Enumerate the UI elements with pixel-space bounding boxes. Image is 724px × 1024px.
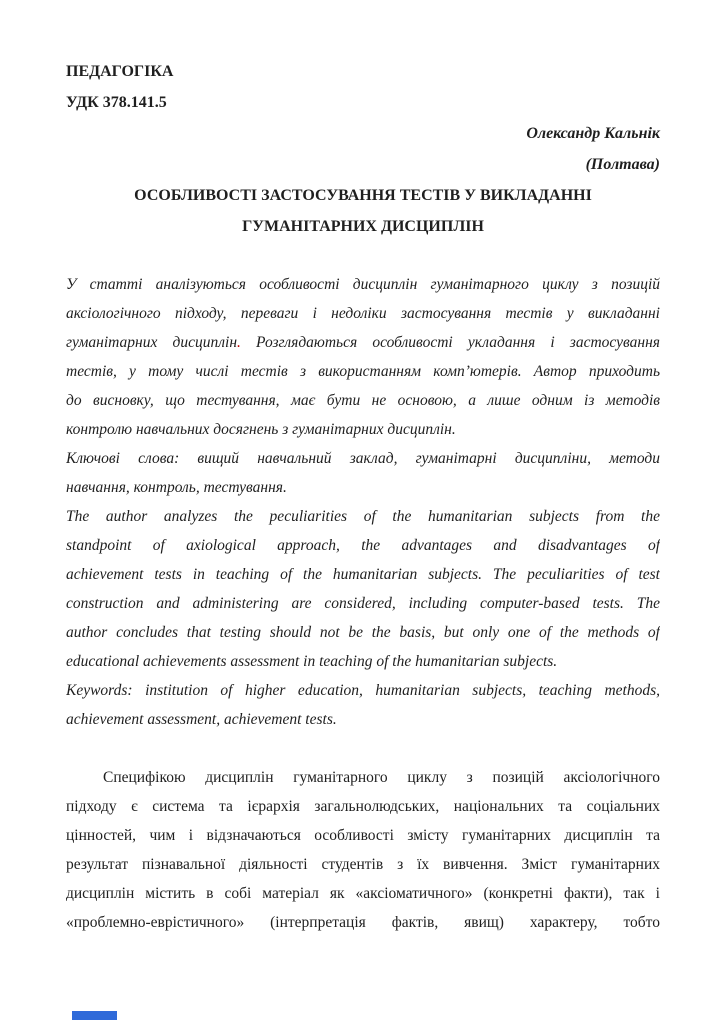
keywords-ukrainian [66, 444, 660, 502]
udk-code: УДК 378.141.5 [66, 94, 167, 111]
text-line: до висновку, що тестування, має бути не основою, а лише одним із методів [66, 392, 660, 409]
text-line: результат пізнавальної діяльності студентів з їх вивчення. Зміст гуманітарних [66, 856, 660, 873]
body-paragraph [66, 763, 660, 937]
section-label: ПЕДАГОГІКА [66, 63, 174, 80]
text-line: construction and administering are considered, including computer-based tests. The [66, 595, 660, 612]
text-line: Keywords: institution of higher education, humanitarian subjects, teaching methods, [66, 682, 660, 699]
keywords-english [66, 676, 660, 734]
text-line: Ключові слова: вищий навчальний заклад, гуманітарні дисципліни, методи [66, 450, 660, 467]
abstract-english [66, 502, 660, 676]
text-line: цінностей, чим і відзначаються особливості змісту гуманітарних дисциплін та [66, 827, 660, 844]
text-line: Специфікою дисциплін гуманітарного циклу з позицій аксіологічного [103, 769, 660, 786]
text-line: контролю навчальних досягнень з гуманітарних дисциплін. [66, 421, 456, 438]
text-line: «проблемно-еврістичного» (інтерпретація фактів, явищ) характеру, тобто [66, 914, 660, 931]
text-fragment: Розглядаються особливості укладання і застосування [240, 334, 660, 351]
text-line: У статті аналізуються особливості дисциплін гуманітарного циклу з позицій [66, 276, 660, 293]
text-line: навчання, контроль, тестування. [66, 479, 287, 496]
author-name: Олександр Кальнік [526, 125, 660, 142]
text-fragment: . [237, 334, 241, 351]
text-line: дисциплін містить в собі матеріал як «аксіоматичного» (конкретні факти), так і [66, 885, 660, 902]
text-line [66, 328, 660, 357]
author-location: (Полтава) [585, 156, 660, 173]
text-line: educational achievements assessment in teaching of the humanitarian subjects. [66, 653, 558, 670]
text-line: The author analyzes the peculiarities of the humanitarian subjects from the [66, 508, 660, 525]
article-title-line-1: ОСОБЛИВОСТІ ЗАСТОСУВАННЯ ТЕСТІВ У ВИКЛАДАННІ [134, 187, 592, 204]
text-line: аксіологічного підходу, переваги і недоліки застосування тестів у викладанні [66, 305, 660, 322]
text-line: тестів, у тому числі тестів з використанням комп’ютерів. Автор приходить [66, 363, 660, 380]
text-line: підходу є система та ієрархія загальнолюдських, національних та соціальних [66, 798, 660, 815]
text-line: author concludes that testing should not be the basis, but only one of the methods of [66, 624, 660, 641]
text-line: standpoint of axiological approach, the advantages and disadvantages of [66, 537, 660, 554]
text-line: achievement tests in teaching of the humanitarian subjects. The peculiarities of test [66, 566, 660, 583]
article-title-line-2: ГУМАНІТАРНИХ ДИСЦИПЛІН [242, 218, 484, 235]
text-fragment: гуманітарних дисциплін [66, 334, 238, 351]
text-line: achievement assessment, achievement tests. [66, 711, 337, 728]
abstract-ukrainian [66, 270, 660, 444]
bottom-blue-bar [72, 1011, 117, 1020]
